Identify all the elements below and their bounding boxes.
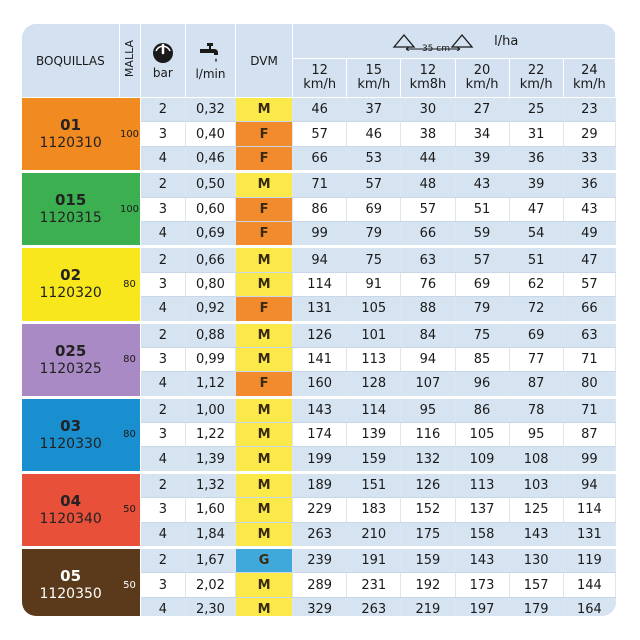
pressure-value: 4: [140, 221, 185, 246]
header-malla-label: MALLA: [123, 39, 137, 78]
pressure-value: 4: [140, 297, 185, 322]
rate-value: 114: [347, 397, 401, 422]
pressure-value: 2: [140, 472, 185, 497]
table-row: [22, 98, 616, 122]
header-bar-label: bar: [152, 65, 173, 80]
nozzle-cell-015: [22, 172, 119, 247]
speed-unit: km/h: [572, 77, 606, 92]
rate-value: 69: [509, 322, 563, 347]
rate-value: 66: [563, 297, 615, 322]
rate-value: 80: [563, 372, 615, 397]
flow-value: 0,80: [185, 272, 235, 296]
rate-value: 36: [563, 172, 615, 197]
nozzle-cell-05: [22, 548, 119, 616]
speed-value: 12: [311, 63, 328, 78]
rate-value: 27: [455, 98, 509, 122]
dvm-badge: F: [236, 197, 293, 221]
speed-header-1: [347, 59, 401, 98]
rate-value: 46: [347, 122, 401, 146]
rate-value: 197: [455, 597, 509, 616]
rate-value: 108: [509, 447, 563, 472]
rate-value: 101: [347, 322, 401, 347]
header-boquillas: [22, 24, 119, 98]
rate-value: 141: [293, 347, 347, 371]
rate-value: 85: [455, 347, 509, 371]
rate-value: 103: [509, 472, 563, 497]
flow-value: 1,39: [185, 447, 235, 472]
nozzle-ref: 1120320: [39, 285, 102, 302]
rate-value: 31: [509, 122, 563, 146]
rate-value: 239: [293, 548, 347, 573]
rate-value: 158: [455, 522, 509, 547]
rate-value: 173: [455, 573, 509, 597]
rate-value: 114: [293, 272, 347, 296]
nozzle-code: 05: [60, 567, 82, 586]
rate-value: 94: [401, 347, 455, 371]
header-lmin-label: l/min: [195, 66, 226, 81]
rate-value: 143: [455, 548, 509, 573]
rate-value: 62: [509, 272, 563, 296]
rate-value: 25: [509, 98, 563, 122]
pressure-value: 3: [140, 272, 185, 296]
dvm-badge: M: [236, 347, 293, 371]
table-row: [22, 472, 616, 497]
speed-header-2: [401, 59, 455, 98]
pressure-value: 2: [140, 548, 185, 573]
malla-cell: 100: [119, 98, 140, 172]
flow-value: 0,99: [185, 347, 235, 371]
rate-value: 51: [509, 247, 563, 272]
flow-value: 0,88: [185, 322, 235, 347]
rate-value: 71: [563, 347, 615, 371]
rate-value: 132: [401, 447, 455, 472]
header-dvm: [236, 24, 293, 98]
dvm-badge: F: [236, 372, 293, 397]
pressure-value: 3: [140, 573, 185, 597]
header-lmin: [185, 24, 235, 98]
rate-value: 91: [347, 272, 401, 296]
nozzle-code: 025: [54, 341, 87, 360]
pressure-value: 2: [140, 322, 185, 347]
rate-value: 105: [455, 423, 509, 447]
rate-value: 105: [347, 297, 401, 322]
table-row: [22, 397, 616, 422]
rate-value: 44: [401, 146, 455, 171]
rate-value: 63: [563, 322, 615, 347]
rate-value: 125: [509, 498, 563, 522]
malla-cell: 50: [119, 472, 140, 547]
rate-value: 86: [293, 197, 347, 221]
rate-value: 164: [563, 597, 615, 616]
rate-value: 36: [509, 146, 563, 171]
rate-value: 75: [347, 247, 401, 272]
rate-value: 57: [455, 247, 509, 272]
rate-value: 157: [509, 573, 563, 597]
dvm-badge: M: [236, 172, 293, 197]
dvm-badge: M: [236, 397, 293, 422]
rate-value: 84: [401, 322, 455, 347]
rate-value: 37: [347, 98, 401, 122]
speed-unit: km/h: [357, 77, 391, 92]
pressure-value: 2: [140, 172, 185, 197]
rate-value: 329: [293, 597, 347, 616]
rate-value: 29: [563, 122, 615, 146]
pressure-value: 3: [140, 197, 185, 221]
rate-value: 23: [563, 98, 615, 122]
flow-value: 0,32: [185, 98, 235, 122]
nozzle-table: [22, 24, 616, 616]
pressure-value: 4: [140, 447, 185, 472]
speed-header-3: [455, 59, 509, 98]
rate-value: 189: [293, 472, 347, 497]
rate-value: 231: [347, 573, 401, 597]
rate-value: 51: [455, 197, 509, 221]
flow-value: 1,84: [185, 522, 235, 547]
dvm-badge: M: [236, 272, 293, 296]
rate-value: 39: [455, 146, 509, 171]
rate-value: 152: [401, 498, 455, 522]
rate-value: 69: [455, 272, 509, 296]
rate-value: 86: [455, 397, 509, 422]
pressure-value: 2: [140, 98, 185, 122]
faucet-icon: [198, 41, 222, 65]
speed-unit: km/h: [519, 77, 553, 92]
dvm-badge: M: [236, 322, 293, 347]
nozzle-cell-03: [22, 397, 119, 472]
pressure-value: 3: [140, 423, 185, 447]
rate-value: 126: [293, 322, 347, 347]
flow-value: 0,92: [185, 297, 235, 322]
nozzle-ref: 1120350: [39, 586, 102, 603]
pressure-value: 2: [140, 397, 185, 422]
rate-value: 159: [401, 548, 455, 573]
rate-value: 63: [401, 247, 455, 272]
flow-value: 0,60: [185, 197, 235, 221]
nozzle-cell-04: [22, 472, 119, 547]
flow-value: 1,22: [185, 423, 235, 447]
rate-value: 144: [563, 573, 615, 597]
flow-value: 2,02: [185, 573, 235, 597]
rate-value: 38: [401, 122, 455, 146]
rate-value: 128: [347, 372, 401, 397]
rate-value: 47: [509, 197, 563, 221]
malla-cell: 50: [119, 548, 140, 616]
nozzle-code: 03: [60, 416, 82, 435]
malla-cell: 80: [119, 397, 140, 472]
rate-value: 43: [563, 197, 615, 221]
rate-value: 87: [563, 423, 615, 447]
malla-cell: 80: [119, 247, 140, 322]
rate-value: 109: [455, 447, 509, 472]
table-row: [22, 548, 616, 573]
rate-value: 229: [293, 498, 347, 522]
flow-value: 0,69: [185, 221, 235, 246]
header-dvm-label: DVM: [250, 53, 278, 68]
rate-unit-label: l/ha: [494, 33, 519, 49]
nozzle-table-frame: [22, 24, 616, 616]
pressure-value: 3: [140, 347, 185, 371]
rate-value: 59: [455, 221, 509, 246]
pressure-gauge-icon: [152, 42, 174, 64]
rate-value: 72: [509, 297, 563, 322]
nozzle-ref: 1120325: [39, 360, 102, 377]
flow-value: 1,60: [185, 498, 235, 522]
nozzle-code: 015: [54, 191, 87, 210]
rate-value: 57: [563, 272, 615, 296]
rate-value: 114: [563, 498, 615, 522]
rate-value: 139: [347, 423, 401, 447]
rate-value: 66: [401, 221, 455, 246]
rate-value: 39: [509, 172, 563, 197]
rate-value: 79: [347, 221, 401, 246]
speed-unit: km8h: [409, 77, 447, 92]
pressure-value: 4: [140, 597, 185, 616]
rate-value: 53: [347, 146, 401, 171]
table-row: [22, 172, 616, 197]
rate-value: 34: [455, 122, 509, 146]
table-row: [22, 322, 616, 347]
rate-value: 94: [293, 247, 347, 272]
rate-value: 88: [401, 297, 455, 322]
dvm-badge: M: [236, 573, 293, 597]
rate-value: 210: [347, 522, 401, 547]
rate-value: 143: [293, 397, 347, 422]
rate-value: 191: [347, 548, 401, 573]
flow-value: 0,50: [185, 172, 235, 197]
dvm-badge: M: [236, 98, 293, 122]
speed-header-0: [293, 59, 347, 98]
rate-value: 49: [563, 221, 615, 246]
rate-value: 113: [347, 347, 401, 371]
rate-value: 76: [401, 272, 455, 296]
nozzle-cell-025: [22, 322, 119, 397]
rate-value: 160: [293, 372, 347, 397]
rate-value: 99: [293, 221, 347, 246]
rate-value: 219: [401, 597, 455, 616]
rate-value: 33: [563, 146, 615, 171]
dvm-badge: M: [236, 597, 293, 616]
speed-unit: km/h: [303, 77, 337, 92]
rate-value: 131: [563, 522, 615, 547]
speed-value: 15: [365, 63, 383, 78]
rate-value: 43: [455, 172, 509, 197]
pressure-value: 2: [140, 247, 185, 272]
rate-value: 57: [347, 172, 401, 197]
dvm-badge: M: [236, 472, 293, 497]
rate-value: 66: [293, 146, 347, 171]
rate-value: 94: [563, 472, 615, 497]
rate-value: 289: [293, 573, 347, 597]
nozzle-ref: 1120340: [39, 510, 102, 527]
speed-header-5: [563, 59, 615, 98]
rate-value: 263: [347, 597, 401, 616]
rate-value: 79: [455, 297, 509, 322]
flow-value: 1,32: [185, 472, 235, 497]
flow-value: 0,66: [185, 247, 235, 272]
rate-value: 46: [293, 98, 347, 122]
flow-value: 0,46: [185, 146, 235, 171]
rate-value: 71: [293, 172, 347, 197]
flow-value: 0,40: [185, 122, 235, 146]
speed-value: 20: [473, 63, 491, 78]
rate-value: 54: [509, 221, 563, 246]
rate-value: 116: [401, 423, 455, 447]
rate-value: 192: [401, 573, 455, 597]
dvm-badge: M: [236, 447, 293, 472]
dvm-badge: M: [236, 498, 293, 522]
rate-value: 183: [347, 498, 401, 522]
rate-value: 113: [455, 472, 509, 497]
rate-value: 151: [347, 472, 401, 497]
speed-value: 22: [527, 63, 545, 78]
rate-value: 96: [455, 372, 509, 397]
rate-value: 95: [401, 397, 455, 422]
rate-value: 87: [509, 372, 563, 397]
rate-value: 159: [347, 447, 401, 472]
speed-value: 12: [419, 63, 437, 78]
table-row: [22, 247, 616, 272]
header-malla: [119, 24, 140, 98]
dvm-badge: F: [236, 146, 293, 171]
nozzle-ref: 1120315: [39, 210, 102, 227]
spacing-label: 35 cm: [421, 43, 450, 54]
rate-value: 131: [293, 297, 347, 322]
malla-cell: 100: [119, 172, 140, 247]
rate-value: 78: [509, 397, 563, 422]
rate-value: 99: [563, 447, 615, 472]
nozzle-ref: 1120310: [39, 135, 102, 152]
dvm-badge: M: [236, 522, 293, 547]
rate-value: 137: [455, 498, 509, 522]
nozzle-cell-02: [22, 247, 119, 322]
flow-value: 1,00: [185, 397, 235, 422]
speed-header-4: [509, 59, 563, 98]
rate-value: 179: [509, 597, 563, 616]
nozzle-code: 01: [60, 116, 82, 135]
rate-value: 263: [293, 522, 347, 547]
dvm-badge: F: [236, 297, 293, 322]
header-rate-group: [293, 24, 616, 59]
speed-value: 24: [581, 63, 598, 78]
header-boquillas-label: BOQUILLAS: [36, 53, 105, 68]
dvm-badge: F: [236, 221, 293, 246]
flow-value: 1,67: [185, 548, 235, 573]
dvm-badge: G: [236, 548, 293, 573]
pressure-value: 4: [140, 146, 185, 171]
rate-value: 57: [401, 197, 455, 221]
pressure-value: 4: [140, 522, 185, 547]
dvm-badge: M: [236, 247, 293, 272]
pressure-value: 3: [140, 122, 185, 146]
rate-value: 71: [563, 397, 615, 422]
nozzle-ref: 1120330: [39, 435, 102, 452]
rate-value: 69: [347, 197, 401, 221]
rate-value: 199: [293, 447, 347, 472]
malla-cell: 80: [119, 322, 140, 397]
nozzle-code: 04: [60, 491, 82, 510]
nozzle-cell-01: [22, 98, 119, 172]
flow-value: 2,30: [185, 597, 235, 616]
speed-unit: km/h: [465, 77, 499, 92]
rate-value: 75: [455, 322, 509, 347]
nozzle-code: 02: [60, 266, 82, 285]
rate-value: 143: [509, 522, 563, 547]
rate-value: 57: [293, 122, 347, 146]
rate-value: 119: [563, 548, 615, 573]
rate-value: 126: [401, 472, 455, 497]
rate-value: 107: [401, 372, 455, 397]
rate-value: 30: [401, 98, 455, 122]
dvm-badge: M: [236, 423, 293, 447]
rate-value: 130: [509, 548, 563, 573]
rate-value: 95: [509, 423, 563, 447]
rate-value: 174: [293, 423, 347, 447]
header-bar: [140, 24, 185, 98]
flow-value: 1,12: [185, 372, 235, 397]
rate-value: 77: [509, 347, 563, 371]
rate-value: 175: [401, 522, 455, 547]
rate-value: 48: [401, 172, 455, 197]
dvm-badge: F: [236, 122, 293, 146]
rate-value: 47: [563, 247, 615, 272]
pressure-value: 3: [140, 498, 185, 522]
pressure-value: 4: [140, 372, 185, 397]
